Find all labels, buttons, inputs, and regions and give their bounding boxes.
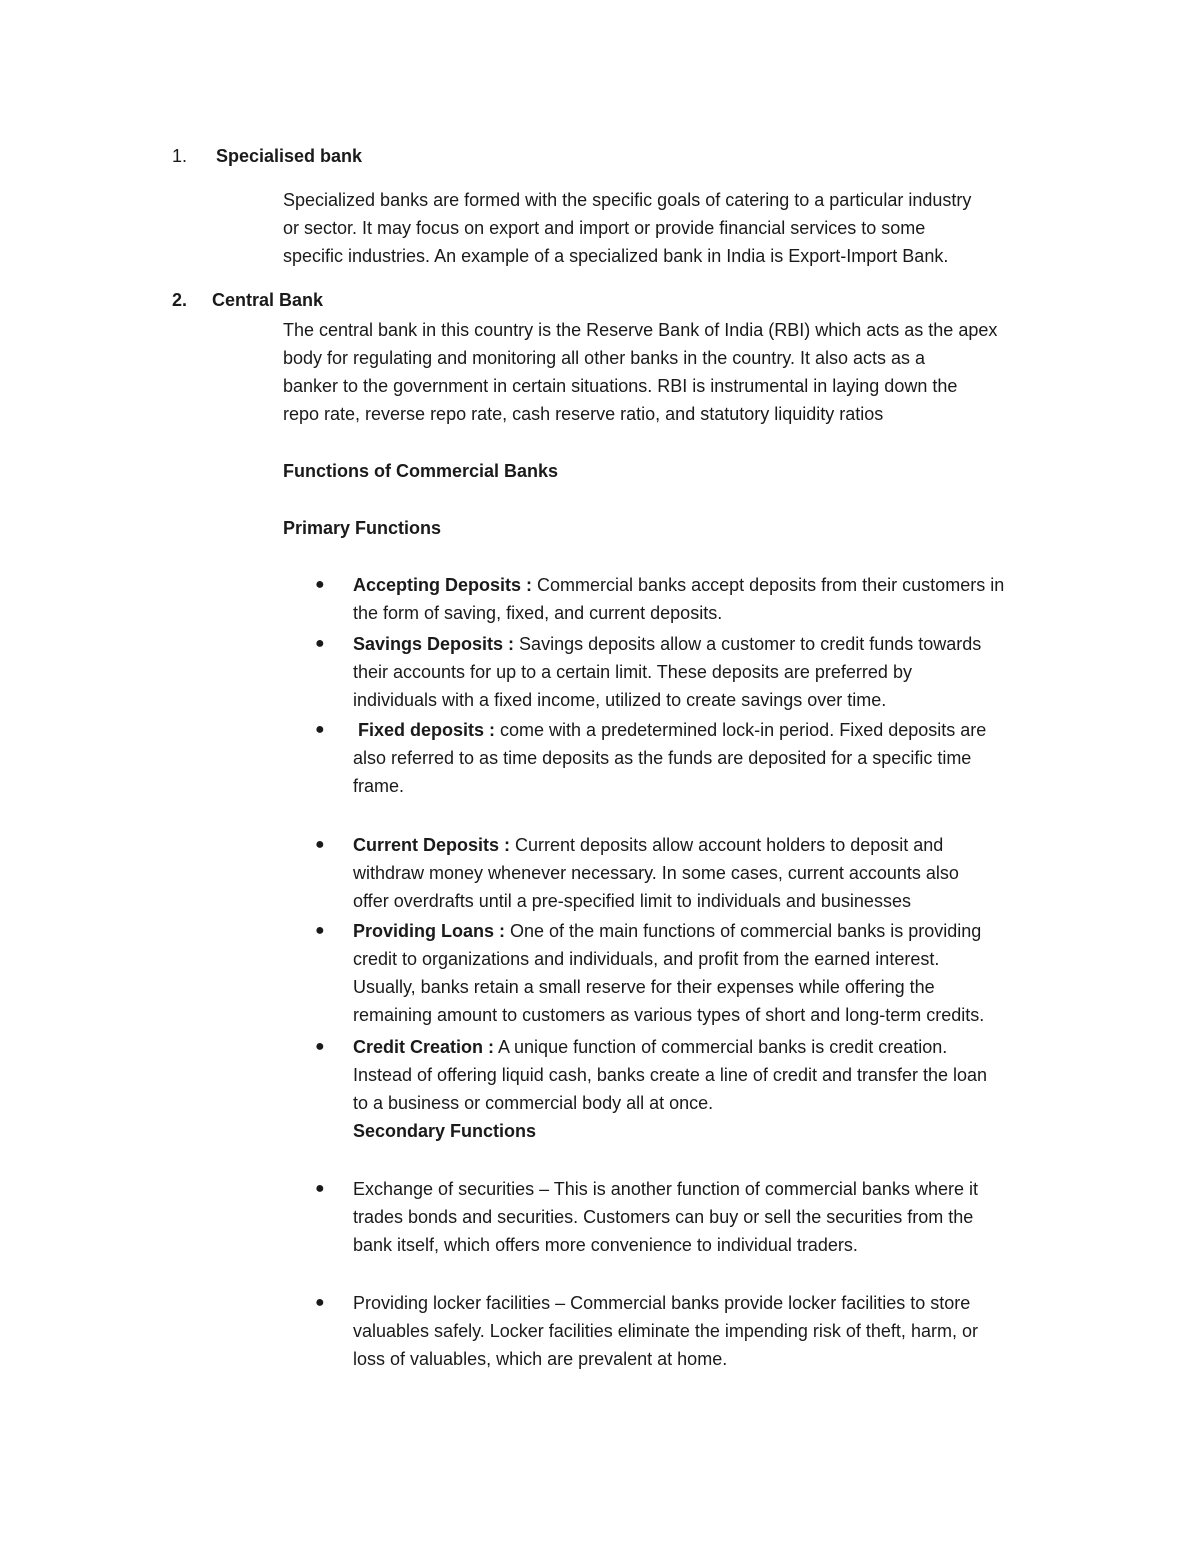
bullet-icon: ● bbox=[315, 721, 325, 738]
item-text: credit to organizations and individuals, and profit from the earned interest. bbox=[353, 949, 940, 969]
bullet-icon: ● bbox=[315, 1180, 325, 1197]
paragraph-line: repo rate, reverse repo rate, cash reserve ratio, and statutory liquidity ratios bbox=[283, 404, 884, 424]
section-number: 1. bbox=[172, 146, 188, 166]
list-item: Exchange of securities – This is another function of commercial banks where it bbox=[353, 1179, 978, 1199]
item-term: Fixed deposits : bbox=[358, 720, 496, 740]
item-text: individuals with a fixed income, utilized to create savings over time. bbox=[353, 690, 887, 710]
paragraph-line: Specialized banks are formed with the specific goals of catering to a particular industry bbox=[283, 190, 972, 210]
bullet-icon: ● bbox=[315, 1294, 325, 1311]
item-text: loss of valuables, which are prevalent at home. bbox=[353, 1349, 728, 1369]
item-text: Usually, banks retain a small reserve for their expenses while offering the bbox=[353, 977, 935, 997]
list-item bbox=[353, 917, 981, 945]
item-text: come with a predetermined lock-in period. Fixed deposits are bbox=[495, 720, 987, 740]
item-text: also referred to as time deposits as the funds are deposited for a specific time bbox=[353, 748, 972, 768]
bullet-icon: ● bbox=[315, 922, 325, 939]
secondary-heading: Secondary Functions bbox=[353, 1121, 537, 1141]
primary-heading: Primary Functions bbox=[283, 518, 442, 538]
item-text: Instead of offering liquid cash, banks create a line of credit and transfer the loan bbox=[353, 1065, 988, 1085]
item-text: bank itself, which offers more convenience to individual traders. bbox=[353, 1235, 858, 1255]
item-text: frame. bbox=[353, 776, 405, 796]
section-title: Specialised bank bbox=[216, 146, 363, 166]
section-title: Central Bank bbox=[212, 290, 324, 310]
item-term: Current Deposits : bbox=[353, 835, 511, 855]
section-number: 2. bbox=[172, 290, 188, 310]
item-text: withdraw money whenever necessary. In some cases, current accounts also bbox=[353, 863, 959, 883]
paragraph-line: body for regulating and monitoring all other banks in the country. It also acts as a bbox=[283, 348, 926, 368]
item-text: the form of saving, fixed, and current deposits. bbox=[353, 603, 723, 623]
paragraph-line: banker to the government in certain situations. RBI is instrumental in laying down the bbox=[283, 376, 958, 396]
item-text: remaining amount to customers as various types of short and long-term credits. bbox=[353, 1005, 985, 1025]
item-text: trades bonds and securities. Customers can buy or sell the securities from the bbox=[353, 1207, 974, 1227]
item-text: to a business or commercial body all at once. bbox=[353, 1093, 714, 1113]
item-term: Providing Loans : bbox=[353, 921, 506, 941]
list-item bbox=[353, 571, 1004, 599]
item-text: valuables safely. Locker facilities eliminate the impending risk of theft, harm, or bbox=[353, 1321, 978, 1341]
paragraph-line: The central bank in this country is the Reserve Bank of India (RBI) which acts as the apex bbox=[283, 320, 998, 340]
bullet-icon: ● bbox=[315, 836, 325, 853]
functions-heading: Functions of Commercial Banks bbox=[283, 461, 559, 481]
item-text: Current deposits allow account holders to deposit and bbox=[510, 835, 944, 855]
item-text: One of the main functions of commercial banks is providing bbox=[505, 921, 982, 941]
paragraph-line: specific industries. An example of a specialized bank in India is Export-Import Bank. bbox=[283, 246, 949, 266]
item-text: offer overdrafts until a pre-specified limit to individuals and businesses bbox=[353, 891, 911, 911]
list-item bbox=[353, 630, 981, 658]
bullet-icon: ● bbox=[315, 635, 325, 652]
list-item bbox=[353, 1033, 947, 1061]
list-item bbox=[353, 831, 943, 859]
item-term: Credit Creation : bbox=[353, 1037, 495, 1057]
paragraph-line: or sector. It may focus on export and import or provide financial services to some bbox=[283, 218, 926, 238]
list-item: Providing locker facilities – Commercial banks provide locker facilities to store bbox=[353, 1293, 971, 1313]
bullet-icon: ● bbox=[315, 1038, 325, 1055]
bullet-icon: ● bbox=[315, 576, 325, 593]
item-text: their accounts for up to a certain limit. These deposits are preferred by bbox=[353, 662, 912, 682]
item-term: Accepting Deposits : bbox=[353, 575, 533, 595]
item-text: Commercial banks accept deposits from their customers in bbox=[532, 575, 1005, 595]
item-text: A unique function of commercial banks is credit creation. bbox=[494, 1037, 948, 1057]
item-term: Savings Deposits : bbox=[353, 634, 515, 654]
item-text: Savings deposits allow a customer to credit funds towards bbox=[514, 634, 982, 654]
list-item bbox=[358, 716, 986, 744]
